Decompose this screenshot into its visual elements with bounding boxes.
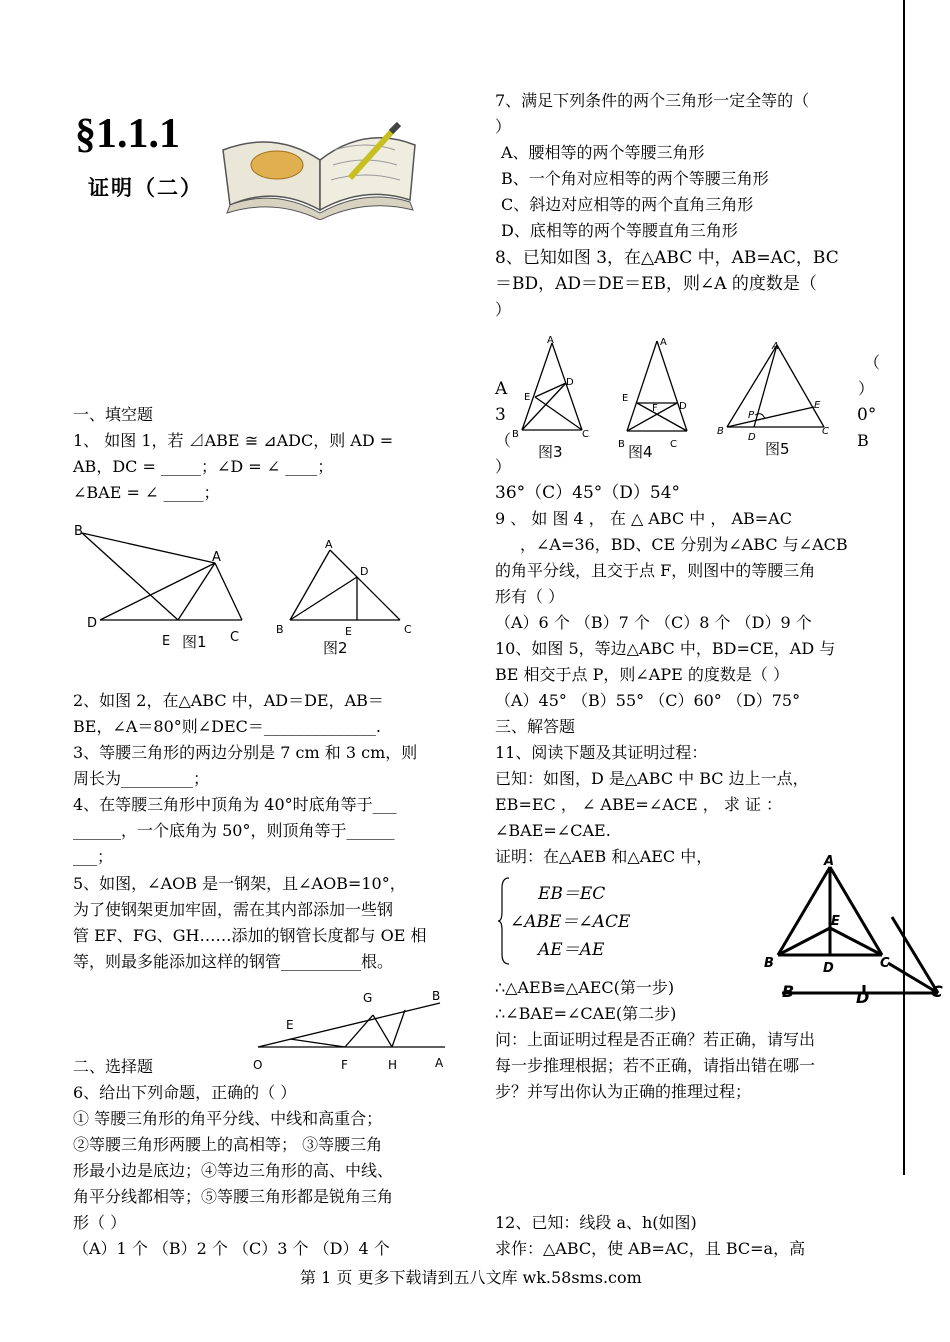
fig2-point-b: B (276, 623, 284, 636)
fig2-point-d: D (360, 565, 369, 578)
q11-question-1: 问：上面证明过程是否正确？若正确，请写出 (495, 1030, 816, 1049)
q11-figure (760, 855, 950, 1010)
q2-line2: BE，∠A＝80°则∠DEC＝______________. (73, 717, 382, 736)
fig4-point-b: B (618, 439, 625, 450)
system-line-2: ∠ABE＝∠ACE (510, 912, 631, 932)
system-line-1: EB＝EC (538, 884, 606, 904)
q12-line1: 12、已知：线段 a、h(如图) (495, 1213, 697, 1232)
fig1-point-c: C (230, 630, 240, 645)
fig4-point-d: D (679, 401, 687, 412)
q6-line3: ②等腰三角形两腰上的高相等； ③等腰三角 (73, 1135, 383, 1154)
q9-line2: ，∠A=36，BD、CE 分别为∠ABC 与∠ACB (520, 535, 848, 554)
figure-4 (612, 333, 697, 463)
q10-options: （A）45° （B）55° （C）60° （D）75° (495, 691, 801, 710)
page-footer: 第 1 页 更多下载请到五八文库 wk.58sms.com (300, 1268, 642, 1287)
fig2-point-c: C (404, 623, 412, 636)
fig3-point-d: D (566, 377, 574, 388)
q4-line2: ______，一个底角为 50°，则顶角等于______ (73, 821, 395, 840)
fig4-point-f: F (652, 403, 658, 414)
q3-line2: 周长为_________； (73, 769, 210, 788)
system-brace (497, 876, 511, 966)
q11-line3: EB=EC ， ∠ ABE=∠ACE ， 求 证 ： (495, 795, 783, 814)
system-line-3: AE＝AE (538, 940, 605, 960)
q7-line2: ） (495, 117, 512, 136)
fig5-point-d: D (748, 432, 756, 443)
fig2-point-a: A (325, 538, 333, 551)
figure-3-label: 图3 (538, 443, 563, 461)
q8-fragment-left-3: （ (495, 431, 512, 450)
q8-fragment-left-4: ） (495, 457, 512, 476)
q8-fragment-left-2: 3 (495, 405, 506, 425)
fig5-point-b: B (717, 426, 724, 437)
section-fill-in: 一、填空题 (73, 405, 154, 424)
fig1-point-b: B (74, 524, 83, 539)
q11-point-e: E (831, 914, 840, 929)
q6-line1: 6、给出下列命题，正确的（ ） (73, 1083, 297, 1102)
q8-line3: ） (495, 300, 512, 319)
q11-shadow-point-d: D (856, 988, 870, 1007)
frame-point-b: B (432, 989, 441, 1003)
frame-point-g: G (363, 991, 373, 1005)
q6-line4: 形最小边是底边；④等边三角形的高、中线、 (73, 1161, 394, 1180)
q11-step1: ∴△AEB≌△AEC(第一步) (495, 978, 675, 997)
q8-line1: 8、已知如图 3，在△ABC 中，AB=AC，BC (495, 248, 839, 268)
q5-line4: 等，则最多能添加这样的钢管__________根。 (73, 952, 394, 971)
fig3-point-a: A (547, 335, 554, 346)
fig4-point-e: E (622, 393, 629, 404)
frame-point-f: F (341, 1058, 348, 1072)
book-illustration (215, 110, 425, 220)
figure-2-label: 图2 (323, 639, 348, 657)
q8-line2: ＝BD，AD＝DE＝EB，则∠A 的度数是（ (495, 274, 817, 294)
q11-step2: ∴∠BAE=∠CAE(第二步) (495, 1004, 677, 1023)
q12-line2: 求作：△ABC，使 AB=AC，且 BC=a，高 (495, 1239, 806, 1258)
fig1-point-a: A (212, 550, 221, 565)
section-subtitle: 证明（二） (88, 176, 203, 200)
steel-frame-figure (250, 985, 450, 1080)
fig5-point-a: A (772, 341, 779, 352)
q6-line2: ① 等腰三角形的角平分线、中线和高重合； (73, 1109, 383, 1128)
q11-point-c: C (880, 956, 890, 971)
frame-point-h: H (388, 1058, 398, 1072)
figure-3 (510, 335, 600, 465)
q6-options: （A）1 个 （B）2 个 （C）3 个 （D）4 个 (73, 1239, 390, 1258)
section-solve: 三、解答题 (495, 717, 576, 736)
q7-option-d: D、底相等的两个等腰直角三角形 (501, 221, 738, 240)
q11-point-b: B (764, 956, 774, 971)
frame-point-a: A (435, 1056, 444, 1070)
q11-line5: 证明：在△AEB 和△AEC 中， (495, 847, 713, 866)
q5-line3: 管 EF、FG、GH……添加的钢管长度都与 OE 相 (73, 926, 427, 945)
figure-1 (70, 515, 250, 655)
q8-fragment-right-1: （ (864, 353, 881, 372)
figure-4-label: 图4 (628, 443, 653, 461)
q7-option-a: A、腰相等的两个等腰三角形 (501, 143, 705, 162)
q11-shadow-point-b: B (782, 982, 795, 1001)
q7-option-c: C、斜边对应相等的两个直角三角形 (501, 195, 754, 214)
q11-line1: 11、阅读下题及其证明过程： (495, 743, 708, 762)
fig3-point-b: B (512, 429, 519, 440)
q10-line2: BE 相交于点 P，则∠APE 的度数是（ ） (495, 665, 789, 684)
q8-fragment-right-4: B (857, 431, 869, 450)
q11-shadow-point-c: C (931, 982, 943, 1001)
fig5-point-p: P (748, 410, 755, 421)
q1-line1: 1、 如图 1，若 ⊿ABE ≅ ⊿ADC，则 AD = (73, 431, 394, 450)
fig3-point-e: E (524, 392, 531, 403)
fig5-point-e: E (814, 400, 821, 411)
fig4-point-a: A (660, 337, 667, 348)
q7-line1: 7、满足下列条件的两个三角形一定全等的（ (495, 91, 810, 110)
q5-line1: 5、如图，∠AOB 是一钢架，且∠AOB=10°， (73, 874, 406, 893)
q11-question-2: 每一步推理根据；若不正确，请指出错在哪一 (495, 1056, 816, 1075)
q11-line4: ∠BAE=∠CAE. (495, 821, 611, 840)
q3-line1: 3、等腰三角形的两边分别是 7 cm 和 3 cm，则 (73, 743, 418, 762)
q11-line2: 已知：如图，D 是△ABC 中 BC 边上一点， (495, 769, 809, 788)
q10-line1: 10、如图 5，等边△ABC 中，BD=CE，AD 与 (495, 639, 836, 658)
q8-fragment-right-3: 0° (857, 405, 877, 425)
frame-point-o: O (253, 1058, 263, 1072)
q4-line3: ___； (73, 847, 114, 866)
fig1-point-d: D (87, 616, 98, 631)
figure-2 (270, 535, 420, 660)
q11-question-3: 步？并写出你认为正确的推理过程； (495, 1082, 752, 1101)
q6-line5: 角平分线都相等；⑤等腰三角形都是锐角三角 (73, 1187, 394, 1206)
q7-option-b: B、一个角对应相等的两个等腰三角形 (501, 169, 769, 188)
figure-1-label: 图1 (182, 633, 207, 651)
q5-line2: 为了使钢架更加牢固，需在其内部添加一些钢 (73, 900, 394, 919)
q2-line1: 2、如图 2，在△ABC 中，AD＝DE，AB＝ (73, 691, 384, 710)
q11-point-d: D (823, 961, 834, 976)
q8-fragment-right-2: ） (858, 379, 875, 398)
q8-options: 36°（C）45°（D）54° (495, 483, 681, 503)
fig4-point-c: C (670, 439, 677, 450)
fig3-point-c: C (582, 429, 589, 440)
q4-line1: 4、在等腰三角形中顶角为 40°时底角等于___ (73, 795, 397, 814)
section-choice: 二、选择题 (73, 1057, 154, 1076)
figure-5-label: 图5 (765, 440, 790, 458)
q9-line1: 9 、 如 图 4 ， 在 △ ABC 中 ， AB=AC (495, 509, 792, 528)
q8-fragment-left-1: A (495, 379, 508, 399)
fig2-point-e: E (345, 625, 352, 638)
q9-line4: 形有（ ） (495, 587, 565, 606)
q9-line3: 的角平分线，且交于点 F，则图中的等腰三角 (495, 561, 816, 580)
fig1-point-e: E (162, 634, 171, 649)
q11-point-a: A (824, 855, 835, 869)
figure-5 (712, 335, 847, 460)
section-title: §1.1.1 (75, 111, 180, 157)
q1-line3: ∠BAE = ∠ _____； (73, 483, 220, 502)
frame-point-e: E (286, 1018, 294, 1032)
q9-options: （A）6 个 （B）7 个 （C）8 个 （D）9 个 (495, 613, 812, 632)
q6-line6: 形（ ） (73, 1213, 127, 1232)
fig5-point-c: C (822, 426, 829, 437)
q1-line2: AB，DC = _____；∠D = ∠ ____； (73, 457, 334, 476)
